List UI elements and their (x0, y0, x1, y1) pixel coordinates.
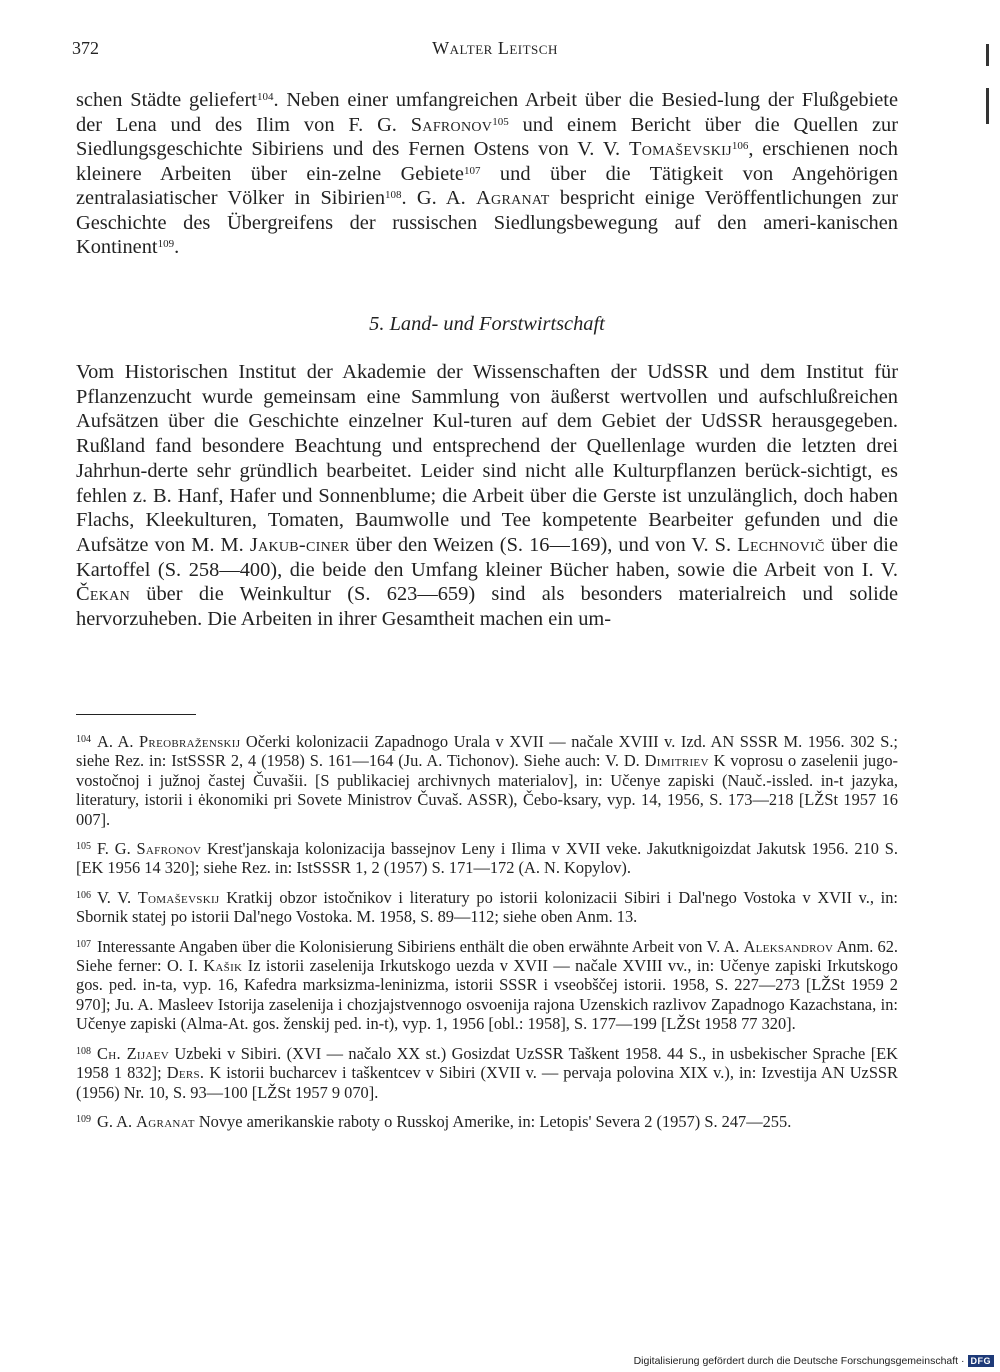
footer-text: Digitalisierung gefördert durch die Deutsche Forschungsgemeinschaft · (633, 1355, 965, 1367)
section-heading: 5. Land- und Forstwirtschaft (369, 313, 605, 335)
footnote: $^{109}$ G. A. Agranat Novye amerikanskie raboty o Russkoj Amerike, in: Letopis' Severa 2 (1957) S. 247—255. (76, 1111, 792, 1131)
author-name: Ch. Zijaev (97, 1043, 169, 1063)
footnote-ref: 109 (157, 238, 175, 250)
footnotes (76, 732, 898, 1141)
digitization-footer (634, 1355, 994, 1367)
footnote-ref: 106 (731, 140, 749, 152)
footnote: $^{106}$ V. V. Tomaševskij Kratkij obzor istočnikov i literatury po istorii kolonizacii Sibiri i Dal'nego Vostoka v XVII v., in: Sbornik statej po istorii Dal'nego Vostoka. M. 1958, S. 89—112; siehe oben Anm. 13. (76, 887, 898, 927)
author-name: Čekan (76, 583, 130, 606)
scan-edge-mark (986, 88, 989, 124)
footnote-number: 106 (76, 889, 91, 901)
author-name: Agranat (136, 1111, 195, 1131)
footnote: $^{107}$ Interessante Angaben über die Kolonisierung Sibiriens enthält die oben erwähnte Arbeit von V. A. Aleksandrov Anm. 62. Siehe ferner: O. I. Kašik Iz istorii zaselenija Irkutskogo uezda v XVII — načale XVIII vv., in: Učenye zapiski Irkutskogo gos. ped. in-ta, vyp. 16, Kafedra marksizma-leninizma, istorii SSSR i vseobščej istorii. 1958, S. 227—273 [LŽSt 1959 2 970]; Ju. A. Masleev Istorija zaselenija i chozjajstvennogo osvoenija rajona Uzenskich razlivov Zapadnogo Kazachstana, in: Učenye zapiski (Alma-At. gos. ženskij ped. in-t), vyp. 1, 1956 [obl.: 1958], S. 177—199 [LŽSt 1958 77 320]. (76, 936, 898, 1034)
footnote: $^{104}$ A. A. Preobraženskij Očerki kolonizacii Zapadnogo Urala v XVII — načale XVIII v. Izd. AN SSSR M. 1956. 302 S.; siehe Rez. in: IstSSSR 2, 4 (1958) S. 161—164 (Ju. A. Tichonov). Siehe auch: V. D. Dimitriev K voprosu o zaselenii jugo-vostočnoj i južnoj častej Čuvašii. [S publikaciej archivnych materialov], in: Učenye zapiski (Nauč.-issled. in-t jazyka, literatury, istorii i ėkonomiki pri Sovete Ministrov Čuvaš. ASSR), Čebo-ksary, vyp. 14, 1956, S. 173—218 [LŽSt 1957 16 007]. (76, 732, 898, 829)
footnote: $^{108}$ Ch. Zijaev Uzbeki v Sibiri. (XVI — načalo XX st.) Gosizdat UzSSR Taškent 1958. 44 S., in usbekischer Sprache [EK 1958 1 832]; Ders. K istorii bucharcev i taškentcev v Sibiri (XVII v. — pervaja polovina XIX v.), in: Izvestija AN UzSSR (1956) Nr. 10, S. 93—100 [LŽSt 1957 9 070]. (76, 1043, 898, 1102)
footnote: $^{105}$ F. G. Safronov Krest'janskaja kolonizacija bassejnov Leny i Ilima v XVII veke. Jakutknigoizdat Jakutsk 1956. 210 S. [EK 1956 14 320]; siehe Rez. in: IstSSSR 1, 2 (1957) S. 171—172 (A. N. Kopylov). (76, 839, 899, 878)
footnote-number: 105 (76, 841, 91, 853)
author-name: Dimitriev (644, 751, 709, 771)
author-name: Agranat (476, 187, 550, 209)
footnote-ref: 108 (385, 189, 402, 201)
page-number: 372 (72, 38, 99, 58)
footnote-separator (76, 714, 196, 715)
author-name: Tomaševskij (137, 887, 220, 907)
running-head: Walter Leitsch (432, 38, 558, 58)
body-paragraph-1: schen Städte geliefert$^{104}$. Neben einer umfangreichen Arbeit über die Besied-lung der Flußgebiete der Lena und des Ilim von F. G. Safronov$^{105}$ und einem Bericht über die Quellen zur Siedlungsgeschichte Sibiriens und des Fernen Ostens von V. V. Tomaševskij$^{106}$, erschienen noch kleinere Arbeiten über ein-zelne Gebiete$^{107}$ und über die Tätigkeit von Angehörigen zentralasiatischer Völker in Sibirien$^{108}$. G. A. Agranat bespricht einige Veröffentlichungen zur Geschichte des Übergreifens der russischen Siedlungsbewegung auf den ameri-kanischen Kontinent$^{109}$. (76, 89, 899, 258)
footnote-number: 104 (76, 734, 91, 745)
footnote-ref: 107 (463, 164, 481, 177)
footnote-number: 109 (76, 1113, 91, 1125)
author-name: Tomaševskij (628, 138, 732, 160)
footnote-number: 108 (76, 1045, 91, 1057)
author-name: Preobraženskij (139, 732, 241, 751)
footnote-ref: 104 (256, 91, 274, 103)
footnote-number: 107 (76, 938, 91, 950)
author-name: Kašik (203, 956, 243, 976)
footnote-ref: 105 (492, 115, 509, 128)
dfg-logo-icon: DFG (968, 1355, 995, 1367)
author-name: Ders. (166, 1063, 205, 1083)
scan-edge-mark (986, 44, 989, 66)
author-name: Aleksandrov (743, 936, 834, 956)
author-name: Jakub-ciner (249, 533, 350, 556)
author-name: Safronov (410, 113, 493, 136)
author-name: Safronov (136, 839, 202, 859)
body-paragraph-2: Vom Historischen Institut der Akademie der Wissenschaften der UdSSR und dem Institut für Pflanzenzucht wurde gemeinsam eine Sammlung von äußerst wertvollen und aufschlußreichen Aufsätzen über die Geschichte einzelner Kul-turen auf dem Gebiet der UdSSR herausgegeben. Rußland fand besondere Beachtung und entsprechend der Quellenlage wurden die letzten drei Jahrhun-derte sehr gründlich bearbeitet. Leider sind nicht alle Kulturpflanzen berück-sichtigt, es fehlen z. B. Hanf, Hafer und Sonnenblume; die Arbeit über die Gerste ist unzulänglich, doch haben Flachs, Kleekulturen, Tomaten, Baumwolle und Tee kompetente Bearbeiter gefunden und die Aufsätze von M. M. Jakub-ciner über den Weizen (S. 16—169), und von V. S. Lechnovič über die Kartoffel (S. 258—400), die beide den Umfang kleiner Bücher haben, sowie die Arbeit von I. V. Čekan über die Weinkultur (S. 623—659) sind als besonders materialreich und solide hervorzuheben. Die Arbeiten in ihrer Gesamtheit machen ein um- (76, 361, 898, 631)
author-name: Lechnovič (737, 533, 825, 556)
